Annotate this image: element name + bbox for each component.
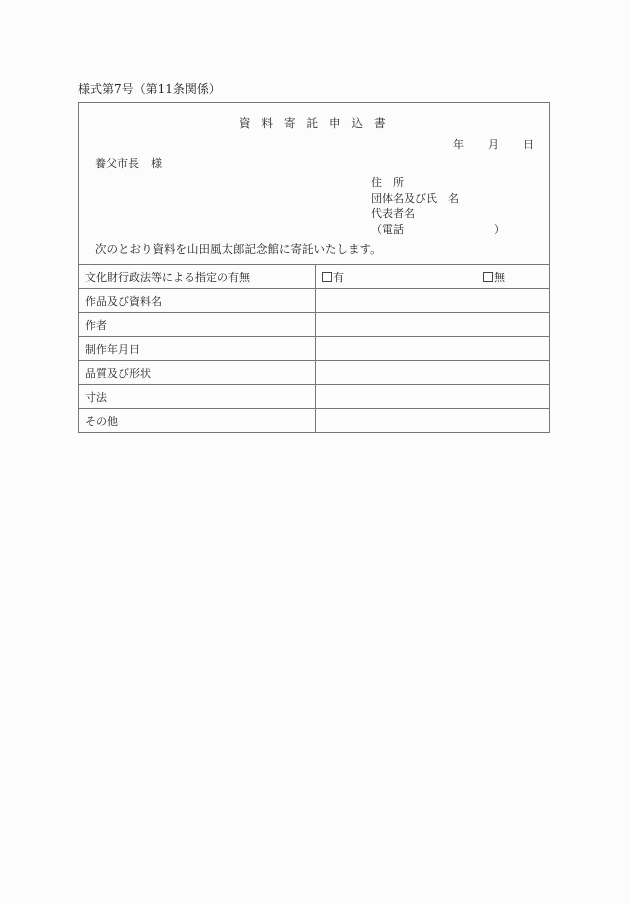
row-label: その他	[79, 409, 316, 433]
row-value[interactable]	[316, 409, 550, 433]
addressee-name: 養父市長	[95, 157, 139, 170]
designation-options-cell	[316, 265, 550, 289]
title-char: 託	[306, 116, 318, 130]
table-row	[79, 289, 550, 313]
title-char: 書	[374, 116, 386, 130]
row-label: 品質及び形状	[79, 361, 316, 385]
form-title	[239, 115, 397, 131]
table-row	[79, 409, 550, 433]
phone-close: ）	[494, 222, 505, 236]
option-no[interactable]	[483, 269, 505, 285]
row-value[interactable]	[316, 337, 550, 361]
row-value[interactable]	[316, 385, 550, 409]
title-char: 料	[261, 116, 273, 130]
option-no-label: 無	[494, 270, 505, 284]
details-table	[78, 264, 550, 433]
title-char: 資	[239, 116, 251, 130]
form-header-box	[78, 102, 550, 264]
row-label: 文化財行政法等による指定の有無	[79, 265, 316, 289]
table-row	[79, 313, 550, 337]
date-line	[453, 136, 534, 152]
table-row	[79, 265, 550, 289]
row-value[interactable]	[316, 361, 550, 385]
row-value[interactable]	[316, 289, 550, 313]
org-name-label: 団体名及び氏 名	[371, 191, 459, 205]
option-yes[interactable]	[322, 271, 344, 284]
phone-line	[371, 222, 505, 238]
option-yes-label: 有	[333, 270, 344, 284]
row-label: 作品及び資料名	[79, 289, 316, 313]
row-label: 制作年月日	[79, 337, 316, 361]
body-text: 次のとおり資料を山田風太郎記念館に寄託いたします。	[95, 242, 382, 256]
checkbox-no[interactable]	[483, 272, 493, 282]
date-year-label: 年	[453, 138, 464, 151]
addressee	[95, 155, 162, 171]
representative-label: 代表者名	[371, 207, 415, 220]
row-label: 寸法	[79, 385, 316, 409]
applicant-block	[371, 175, 505, 237]
table-row	[79, 337, 550, 361]
date-day-label: 日	[523, 138, 534, 151]
date-month-label: 月	[488, 138, 499, 151]
title-char: 込	[351, 116, 363, 130]
address-label: 住 所	[371, 176, 404, 189]
title-char: 寄	[284, 116, 296, 130]
form-number: 様式第7号（第11条関係）	[78, 82, 221, 96]
addressee-honorific: 様	[151, 157, 162, 170]
table-row	[79, 385, 550, 409]
checkbox-yes[interactable]	[322, 272, 332, 282]
row-label: 作者	[79, 313, 316, 337]
table-row	[79, 361, 550, 385]
title-char: 申	[329, 116, 341, 130]
phone-open: （電話	[371, 222, 404, 236]
row-value[interactable]	[316, 313, 550, 337]
